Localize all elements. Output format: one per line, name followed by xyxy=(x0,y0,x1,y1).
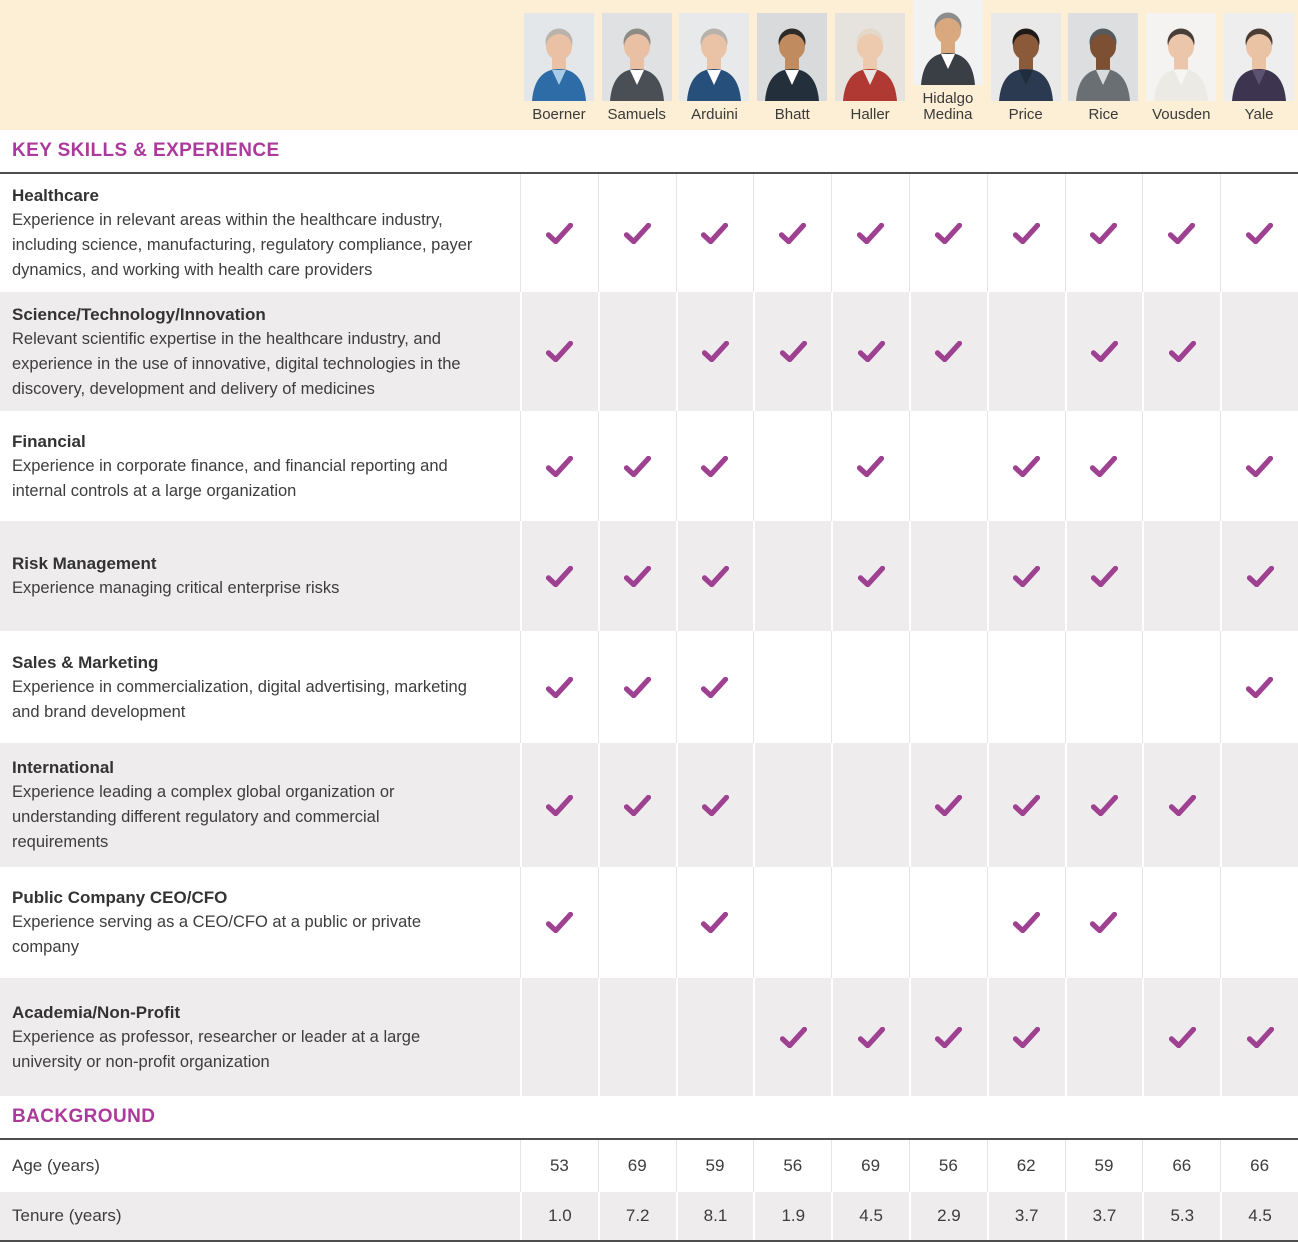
skill-cell xyxy=(1220,978,1298,1096)
director-portrait-icon xyxy=(913,0,983,85)
skill-cell xyxy=(598,867,676,978)
background-row-label: Tenure (years) xyxy=(12,1206,122,1225)
checkmark-icon xyxy=(702,795,729,816)
skills-section-header xyxy=(0,130,1298,172)
skill-cell xyxy=(987,411,1065,521)
checkmark-icon xyxy=(1168,223,1195,244)
skill-cell xyxy=(676,867,754,978)
background-value: 3.7 xyxy=(987,1192,1065,1240)
skill-cell xyxy=(1142,292,1220,411)
skill-cell xyxy=(520,978,598,1096)
checkmark-icon xyxy=(780,341,807,362)
skill-label xyxy=(0,521,520,631)
skill-check-cells xyxy=(520,743,1298,867)
skill-label xyxy=(0,978,520,1096)
skill-cell xyxy=(987,978,1065,1096)
skill-description: Experience in relevant areas within the healthcare industry, including science, manufacturing, regulatory compliance, payer dynamics, and working with health care providers xyxy=(12,211,473,279)
skill-cell xyxy=(909,978,987,1096)
director-portrait-icon xyxy=(757,13,827,101)
skill-cell xyxy=(831,867,909,978)
skill-title: Risk Management xyxy=(12,554,157,573)
background-value: 1.0 xyxy=(520,1192,598,1240)
checkmark-icon xyxy=(935,795,962,816)
background-value: 69 xyxy=(831,1140,909,1192)
checkmark-icon xyxy=(1247,566,1274,587)
checkmark-icon xyxy=(1013,456,1040,477)
checkmark-icon xyxy=(702,341,729,362)
checkmark-icon xyxy=(624,456,651,477)
director-name: Yale xyxy=(1244,106,1274,123)
skill-cell xyxy=(987,292,1065,411)
skill-description: Relevant scientific expertise in the healthcare industry, and experience in the use of innovative, digital technologies in the discovery, development and delivery of medicines xyxy=(12,329,461,398)
skill-title: Academia/Non-Profit xyxy=(12,1002,181,1022)
skill-label xyxy=(0,174,520,292)
skill-cell xyxy=(520,411,598,521)
skill-cell xyxy=(598,978,676,1096)
skill-cell xyxy=(753,174,831,292)
skill-row xyxy=(0,631,1298,743)
skill-cell xyxy=(831,978,909,1096)
checkmark-icon xyxy=(780,1027,807,1048)
director-name: Rice xyxy=(1088,106,1119,123)
background-value: 66 xyxy=(1142,1140,1220,1192)
skill-cell xyxy=(1142,978,1220,1096)
header-spacer xyxy=(0,0,520,130)
skill-label xyxy=(0,867,520,978)
skill-cell xyxy=(598,743,676,867)
skill-cell xyxy=(909,174,987,292)
director-column xyxy=(987,0,1065,130)
skill-cell xyxy=(987,174,1065,292)
director-portrait-icon xyxy=(1146,13,1216,101)
checkmark-icon xyxy=(1169,341,1196,362)
director-column xyxy=(598,0,676,130)
skill-description: Experience managing critical enterprise risks xyxy=(12,579,340,597)
background-value-cells xyxy=(520,1140,1298,1192)
skill-cell xyxy=(1065,743,1143,867)
director-name: Boerner xyxy=(532,106,586,123)
skill-cell xyxy=(1142,867,1220,978)
skill-cell xyxy=(1065,631,1143,743)
skill-title: Science/Technology/Innovation xyxy=(12,304,266,324)
skill-cell xyxy=(1142,743,1220,867)
background-section-title: BACKGROUND xyxy=(12,1106,156,1127)
skill-cell xyxy=(520,521,598,631)
director-column xyxy=(676,0,754,130)
skill-cell xyxy=(598,521,676,631)
checkmark-icon xyxy=(546,223,573,244)
background-value: 56 xyxy=(909,1140,987,1192)
skill-cell xyxy=(1065,867,1143,978)
skill-description: Experience leading a complex global organization or understanding different regulatory and commercial requirements xyxy=(12,783,395,851)
skill-cell xyxy=(831,521,909,631)
skill-cell xyxy=(1142,174,1220,292)
skill-cell xyxy=(520,631,598,743)
skill-cell xyxy=(909,631,987,743)
skill-cell xyxy=(909,411,987,521)
checkmark-icon xyxy=(546,456,573,477)
director-column xyxy=(1220,0,1298,130)
skill-row xyxy=(0,411,1298,521)
skill-row xyxy=(0,743,1298,867)
checkmark-icon xyxy=(624,795,651,816)
director-name: Arduini xyxy=(691,106,738,123)
director-portrait-icon xyxy=(602,13,672,101)
skill-cell xyxy=(831,411,909,521)
checkmark-icon xyxy=(935,1027,962,1048)
skill-cell xyxy=(598,411,676,521)
checkmark-icon xyxy=(1013,566,1040,587)
skill-cell xyxy=(753,743,831,867)
director-name: Vousden xyxy=(1152,106,1211,123)
checkmark-icon xyxy=(1090,456,1117,477)
checkmark-icon xyxy=(546,566,573,587)
skill-cell xyxy=(520,292,598,411)
background-value: 8.1 xyxy=(676,1192,754,1240)
background-value: 59 xyxy=(1065,1140,1143,1192)
skill-cell xyxy=(676,521,754,631)
checkmark-icon xyxy=(779,223,806,244)
checkmark-icon xyxy=(1247,1027,1274,1048)
background-value: 66 xyxy=(1220,1140,1298,1192)
skill-check-cells xyxy=(520,521,1298,631)
checkmark-icon xyxy=(546,341,573,362)
director-column xyxy=(520,0,598,130)
skill-cell xyxy=(598,292,676,411)
checkmark-icon xyxy=(858,566,885,587)
background-value: 5.3 xyxy=(1142,1192,1220,1240)
director-portrait-icon xyxy=(1224,13,1294,101)
skill-cell xyxy=(676,743,754,867)
skill-cell xyxy=(1220,867,1298,978)
skill-cell xyxy=(598,174,676,292)
director-name: Hidalgo Medina xyxy=(922,90,974,123)
background-value: 59 xyxy=(676,1140,754,1192)
skills-matrix xyxy=(0,172,1298,1096)
director-name: Bhatt xyxy=(774,106,810,123)
checkmark-icon xyxy=(858,341,885,362)
skill-description: Experience as professor, researcher or leader at a large university or non-profit organization xyxy=(12,1027,421,1071)
skill-cell xyxy=(676,631,754,743)
skill-title: Financial xyxy=(12,431,86,451)
skill-title: International xyxy=(12,758,115,777)
checkmark-icon xyxy=(624,677,651,698)
background-row-label: Age (years) xyxy=(12,1156,100,1175)
skill-cell xyxy=(753,867,831,978)
checkmark-icon xyxy=(702,566,729,587)
skill-check-cells xyxy=(520,411,1298,521)
skill-description: Experience in corporate finance, and financial reporting and internal controls at a large organization xyxy=(12,456,448,500)
skill-cell xyxy=(753,978,831,1096)
skill-cell xyxy=(909,743,987,867)
skill-title: Healthcare xyxy=(12,186,99,205)
background-value: 53 xyxy=(520,1140,598,1192)
checkmark-icon xyxy=(1013,1027,1040,1048)
checkmark-icon xyxy=(1091,341,1118,362)
skill-cell xyxy=(520,174,598,292)
skill-row xyxy=(0,978,1298,1096)
checkmark-icon xyxy=(1169,795,1196,816)
skill-title: Sales & Marketing xyxy=(12,652,159,672)
checkmark-icon xyxy=(701,223,728,244)
skill-cell xyxy=(1220,411,1298,521)
skill-check-cells xyxy=(520,174,1298,292)
director-portrait-icon xyxy=(835,13,905,101)
skill-cell xyxy=(520,743,598,867)
skill-label xyxy=(0,411,520,521)
skill-cell xyxy=(1065,411,1143,521)
skill-cell xyxy=(676,174,754,292)
skill-row xyxy=(0,174,1298,292)
checkmark-icon xyxy=(857,456,884,477)
skills-section-title: KEY SKILLS & EXPERIENCE xyxy=(12,140,280,161)
skill-cell xyxy=(987,743,1065,867)
director-column xyxy=(909,0,987,130)
skill-cell xyxy=(987,521,1065,631)
skill-row xyxy=(0,292,1298,411)
background-value: 4.5 xyxy=(1220,1192,1298,1240)
background-value: 1.9 xyxy=(753,1192,831,1240)
director-column xyxy=(753,0,831,130)
skill-cell xyxy=(1065,174,1143,292)
skill-cell xyxy=(831,743,909,867)
background-table xyxy=(0,1138,1298,1242)
background-section-header xyxy=(0,1096,1298,1138)
checkmark-icon xyxy=(624,566,651,587)
background-row xyxy=(0,1140,1298,1192)
checkmark-icon xyxy=(546,912,573,933)
checkmark-icon xyxy=(701,456,728,477)
skill-description: Experience serving as a CEO/CFO at a public or private company xyxy=(12,913,422,956)
checkmark-icon xyxy=(1090,223,1117,244)
skill-cell xyxy=(676,411,754,521)
skill-check-cells xyxy=(520,631,1298,743)
checkmark-icon xyxy=(1091,566,1118,587)
background-value: 7.2 xyxy=(598,1192,676,1240)
skill-cell xyxy=(987,867,1065,978)
background-value-cells xyxy=(520,1192,1298,1240)
skill-row xyxy=(0,521,1298,631)
checkmark-icon xyxy=(701,912,728,933)
skill-title: Public Company CEO/CFO xyxy=(12,888,228,907)
skill-cell xyxy=(753,292,831,411)
director-portrait-icon xyxy=(524,13,594,101)
skill-cell xyxy=(1220,292,1298,411)
skill-cell xyxy=(520,867,598,978)
directors-header-band xyxy=(0,0,1298,130)
skill-cell xyxy=(831,631,909,743)
checkmark-icon xyxy=(1169,1027,1196,1048)
skill-check-cells xyxy=(520,978,1298,1096)
checkmark-icon xyxy=(1013,223,1040,244)
checkmark-icon xyxy=(1091,795,1118,816)
skill-label xyxy=(0,631,520,743)
skill-description: Experience in commercialization, digital advertising, marketing and brand development xyxy=(12,677,467,721)
background-value: 56 xyxy=(753,1140,831,1192)
skill-cell xyxy=(1220,743,1298,867)
checkmark-icon xyxy=(1013,912,1040,933)
skill-cell xyxy=(1142,521,1220,631)
director-portrait-icon xyxy=(991,13,1061,101)
director-portrait-icon xyxy=(679,13,749,101)
skill-cell xyxy=(1220,521,1298,631)
background-value: 4.5 xyxy=(831,1192,909,1240)
skill-cell xyxy=(909,292,987,411)
checkmark-icon xyxy=(546,795,573,816)
director-name: Samuels xyxy=(607,106,666,123)
checkmark-icon xyxy=(701,677,728,698)
background-row xyxy=(0,1192,1298,1240)
skill-check-cells xyxy=(520,292,1298,411)
skill-row xyxy=(0,867,1298,978)
checkmark-icon xyxy=(935,341,962,362)
skill-cell xyxy=(909,521,987,631)
skill-cell xyxy=(1065,292,1143,411)
skill-cell xyxy=(676,292,754,411)
checkmark-icon xyxy=(1013,795,1040,816)
skill-cell xyxy=(831,174,909,292)
director-column xyxy=(831,0,909,130)
skill-label xyxy=(0,743,520,867)
skill-cell xyxy=(753,631,831,743)
director-name: Price xyxy=(1008,106,1043,123)
director-name: Haller xyxy=(850,106,890,123)
skill-cell xyxy=(1142,411,1220,521)
skill-check-cells xyxy=(520,867,1298,978)
skill-cell xyxy=(1220,174,1298,292)
skill-cell xyxy=(1065,521,1143,631)
background-value: 2.9 xyxy=(909,1192,987,1240)
checkmark-icon xyxy=(858,1027,885,1048)
background-value: 69 xyxy=(598,1140,676,1192)
director-column xyxy=(1065,0,1143,130)
skill-cell xyxy=(1220,631,1298,743)
skill-cell xyxy=(831,292,909,411)
director-column xyxy=(1142,0,1220,130)
checkmark-icon xyxy=(935,223,962,244)
background-value: 3.7 xyxy=(1065,1192,1143,1240)
skill-cell xyxy=(987,631,1065,743)
skill-cell xyxy=(598,631,676,743)
checkmark-icon xyxy=(624,223,651,244)
director-portrait-icon xyxy=(1068,13,1138,101)
background-value: 62 xyxy=(987,1140,1065,1192)
skill-cell xyxy=(676,978,754,1096)
skill-cell xyxy=(753,411,831,521)
skill-cell xyxy=(753,521,831,631)
skill-cell xyxy=(909,867,987,978)
skill-label xyxy=(0,292,520,411)
skill-cell xyxy=(1142,631,1220,743)
checkmark-icon xyxy=(1246,456,1273,477)
checkmark-icon xyxy=(1246,677,1273,698)
checkmark-icon xyxy=(1246,223,1273,244)
checkmark-icon xyxy=(1090,912,1117,933)
skill-cell xyxy=(1065,978,1143,1096)
checkmark-icon xyxy=(546,677,573,698)
checkmark-icon xyxy=(857,223,884,244)
